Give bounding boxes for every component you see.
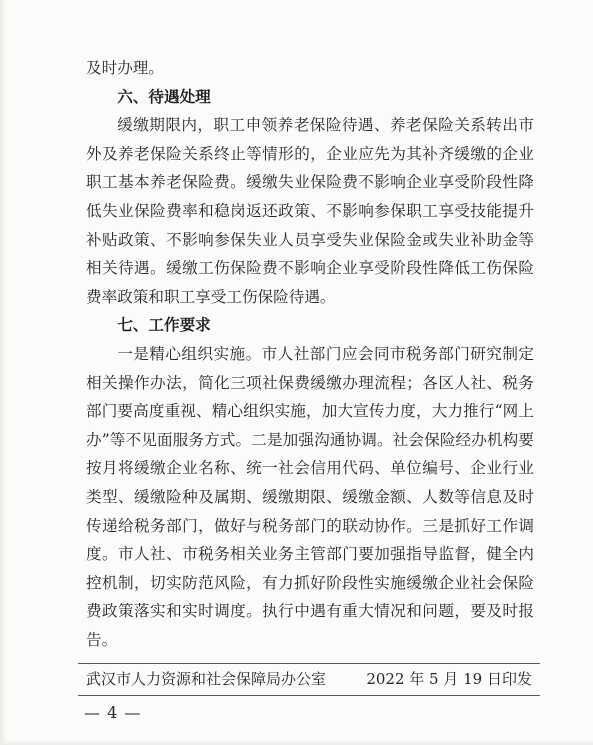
issuance-footer <box>86 667 532 691</box>
continuation-paragraph: 及时办理。 <box>86 59 164 77</box>
issuer-name: 武汉市人力资源和社会保障局办公室 <box>86 670 327 688</box>
section-heading-benefits: 六、待遇处理 <box>117 87 211 106</box>
scan-edge-shadow-bottom <box>0 739 593 745</box>
page-number: — 4 — <box>84 703 142 722</box>
footer-divider-bottom <box>78 695 540 696</box>
scan-edge-shadow <box>0 0 6 745</box>
section-heading-requirements: 七、工作要求 <box>117 316 211 335</box>
footer-divider-top <box>78 663 540 664</box>
section-paragraph-benefits: 缓缴期限内，职工申领养老保险待遇、养老保险关系转出市外及养老保险关系终止等情形的，企业应先为其补齐缓缴的企业职工基本养老保险费。缓缴失业保险费不影响企业享受阶段性降低失业保险费率和稳岗返还政策、不影响参保职工享受技能提升补贴政策、不影响参保失业人员享受失业保险金或失业补助金等相关待遇。缓缴工伤保险费不影响企业享受阶段性降低工伤保险费率政策和职工享受工伤保险待遇。 <box>86 116 534 306</box>
issue-date: 2022 年 5 月 19 日印发 <box>366 670 532 688</box>
section-paragraph-requirements: 一是精心组织实施。市人社部门应会同市税务部门研究制定相关操作办法，简化三项社保费缓缴办理流程；各区人社、税务部门要高度重视、精心组织实施，加大宣传力度，大力推行“网上办”等不见面服务方式。二是加强沟通协调。社会保险经办机构要按月将缓缴企业名称、统一社会信用代码、单位编号、企业行业类型、缓缴险种及属期、缓缴期限、缓缴金额、人数等信息及时传递给税务部门，做好与税务部门的联动协作。三是抓好工作调度。市人社、市税务相关业务主管部门要加强指导监督，健全内控机制，切实防范风险，有力抓好阶段性实施缓缴企业社会保险费政策落实和实时调度。执行中遇有重大情况和问题，要及时报告。 <box>86 344 534 649</box>
document-body <box>86 54 534 654</box>
